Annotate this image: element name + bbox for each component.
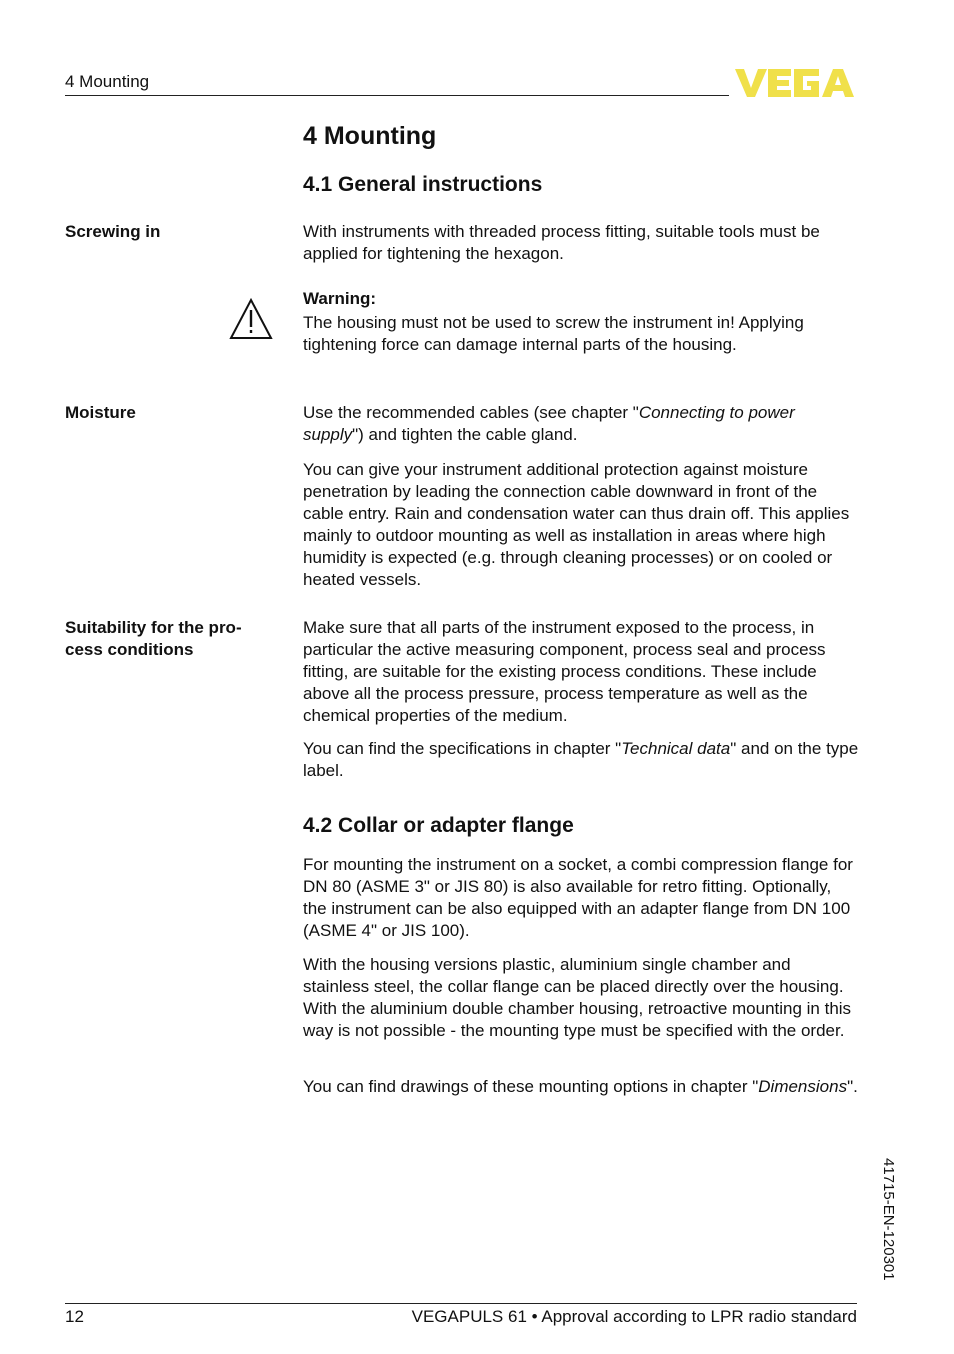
margin-label-moisture: Moisture <box>65 403 136 422</box>
margin-label-suitability <box>65 617 265 661</box>
warning-title: Warning: <box>303 289 377 308</box>
flange-paragraph-1: For mounting the instrument on a socket, a combi compression flange for DN 80 (ASME 3" or JIS 80) is also available for retro fitting. Optionally, the instrument can be also equipped with an adapter flange from DN 100 (ASME 4" or JIS 100). <box>303 855 853 940</box>
flange-p3-text-b: ". <box>847 1077 858 1096</box>
warning-text: The housing must not be used to screw the instrument in! Applying tightening force can damage internal parts of the housing. <box>303 313 804 354</box>
flange-paragraph-2: With the housing versions plastic, aluminium single chamber and stainless steel, the collar flange can be placed directly over the housing. With the aluminium double chamber housing, retroactive mounting in this way is not possible - the mounting type must be specified with the order. <box>303 955 852 1040</box>
suitability-p2-text-b: " and on the type label. <box>303 739 859 780</box>
document-id: 41715-EN-120301 <box>880 1158 897 1281</box>
header-divider <box>65 95 729 96</box>
warning-block <box>303 288 859 356</box>
suitability-label-line-2: cess conditions <box>65 640 194 659</box>
footer-title: VEGAPULS 61 • Approval according to LPR radio standard <box>411 1307 857 1326</box>
moisture-p1-text-b: ") and tighten the cable gland. <box>352 425 578 444</box>
moisture-p1-text-a: Use the recommended cables (see chapter " <box>303 403 639 422</box>
suitability-p2-text-a: You can find the specifications in chapter " <box>303 739 622 758</box>
warning-triangle-icon <box>229 298 273 340</box>
vega-logo <box>735 66 857 98</box>
moisture-p1-chapter-ref: Connecting to power supply <box>303 403 795 444</box>
chapter-title: 4 Mounting <box>303 122 437 150</box>
margin-label-screwing: Screwing in <box>65 222 161 241</box>
moisture-paragraph-2: You can give your instrument additional protection against moisture penetration by leading the connection cable downward in front of the cable entry. Rain and condensation water can thus drain off. This applies mainly to outdoor mounting as well as installation in areas where high humidity is expected (e.g. through cleaning processes) or on cooled or heated vessels. <box>303 460 850 589</box>
flange-p3-chapter-ref: Dimensions <box>758 1077 848 1096</box>
suitability-paragraph-1: Make sure that all parts of the instrument exposed to the process, in particular the active measuring component, process seal and process fitting, are suitable for the existing process conditions. These include above all the process pressure, process temperature as well as the chemical properties of the medium. <box>303 618 826 725</box>
footer-divider <box>65 1303 857 1304</box>
suitability-paragraph-2 <box>303 738 859 782</box>
flange-paragraph-3 <box>303 1076 859 1098</box>
screwing-paragraph: With instruments with threaded process fitting, suitable tools must be applied for tightening the hexagon. <box>303 222 820 263</box>
suitability-p2-chapter-ref: Technical data <box>621 739 731 758</box>
page-number: 12 <box>65 1307 84 1326</box>
section-title-4-1: 4.1 General instructions <box>303 173 543 196</box>
moisture-paragraph-1 <box>303 402 859 446</box>
suitability-label-line-1: Suitability for the pro- <box>65 618 242 637</box>
flange-p3-text-a: You can find drawings of these mounting options in chapter " <box>303 1077 759 1096</box>
running-header: 4 Mounting <box>65 72 150 91</box>
section-title-4-2: 4.2 Collar or adapter flange <box>303 814 574 837</box>
